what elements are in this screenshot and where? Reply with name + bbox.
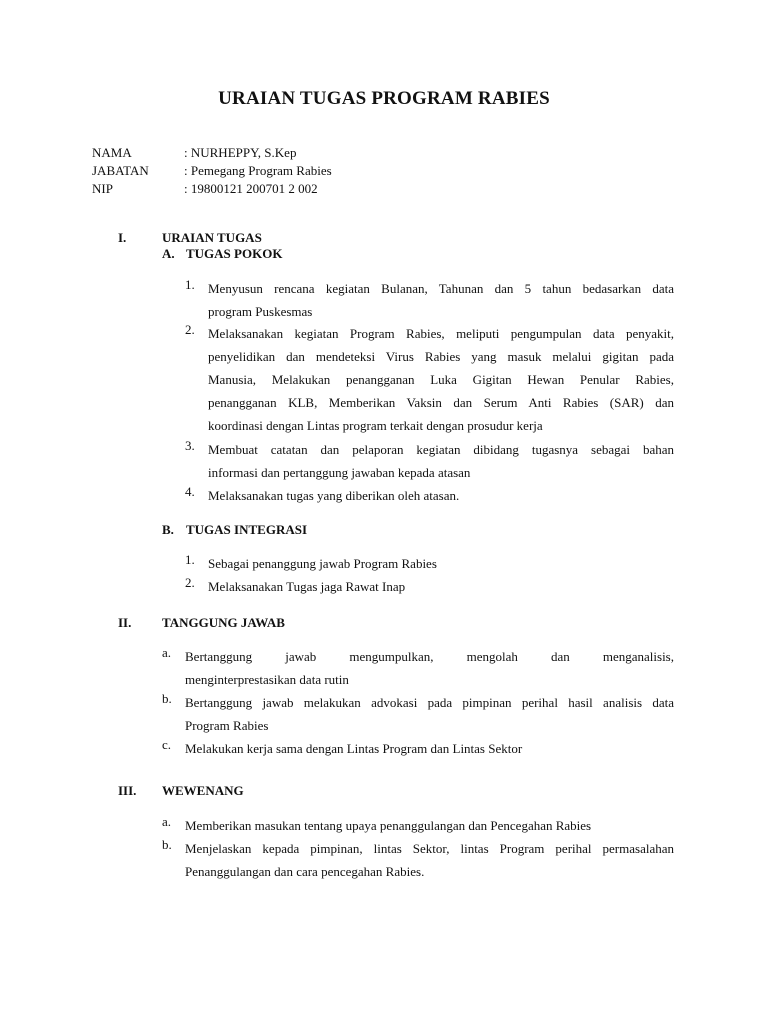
tugas-integrasi-item-1-text <box>208 552 674 575</box>
wewenang-item-a-letter: a. <box>162 814 172 829</box>
section-2-title: TANGGUNG JAWAB <box>162 615 285 630</box>
tugas-pokok-item-1-number: 1. <box>185 277 195 292</box>
wewenang-item-a-text <box>185 814 674 837</box>
text-line: Melaksanakan tugas yang diberikan oleh atasan. <box>208 488 460 503</box>
section-1-number: I. <box>118 230 127 245</box>
identity-label-jabatan: JABATAN <box>92 163 149 178</box>
tanggung-jawab-item-c-letter: c. <box>162 737 172 752</box>
wewenang-item-b-letter: b. <box>162 837 172 852</box>
tugas-integrasi-item-2-number: 2. <box>185 575 195 590</box>
subsection-a-letter: A. <box>162 246 175 261</box>
identity-value-nip: : 19800121 200701 2 002 <box>184 181 318 196</box>
text-line: Memberikan masukan tentang upaya penanggulangan dan Pencegahan Rabies <box>185 818 592 833</box>
text-line: Bertanggung jawab melakukan advokasi pada pimpinan perihal hasil analisis data <box>185 695 674 710</box>
tugas-pokok-item-3-text <box>208 438 674 484</box>
subsection-a-title: TUGAS POKOK <box>186 246 283 261</box>
tugas-pokok-item-4-number: 4. <box>185 484 195 499</box>
text-line: Sebagai penanggung jawab Program Rabies <box>208 556 437 571</box>
tugas-pokok-item-2-text <box>208 322 674 437</box>
text-line: informasi dan pertanggung jawaban kepada atasan <box>208 465 471 480</box>
tugas-pokok-item-3-number: 3. <box>185 438 195 453</box>
wewenang-item-b-text <box>185 837 674 883</box>
text-line: Melakukan kerja sama dengan Lintas Program dan Lintas Sektor <box>185 741 523 756</box>
text-line: Program Rabies <box>185 718 269 733</box>
tugas-pokok-item-4-text <box>208 484 674 507</box>
identity-label-nama: NAMA <box>92 145 132 160</box>
text-line: menginterprestasikan data rutin <box>185 672 349 687</box>
text-line: koordinasi dengan Lintas program terkait dengan prosudur kerja <box>208 418 543 433</box>
section-3-number: III. <box>118 783 137 798</box>
tanggung-jawab-item-c-text <box>185 737 674 760</box>
tugas-integrasi-item-1-number: 1. <box>185 552 195 567</box>
text-line: Membuat catatan dan pelaporan kegiatan dibidang tugasnya sebagai bahan <box>208 442 674 457</box>
text-line: Menjelaskan kepada pimpinan, lintas Sektor, lintas Program perihal permasalahan <box>185 841 674 856</box>
section-3-title: WEWENANG <box>162 783 244 798</box>
tugas-pokok-item-1-text <box>208 277 674 323</box>
identity-value-jabatan: : Pemegang Program Rabies <box>184 163 332 178</box>
section-1-title: URAIAN TUGAS <box>162 230 262 245</box>
tanggung-jawab-item-a-letter: a. <box>162 645 172 660</box>
text-line: penangganan KLB, Memberikan Vaksin dan Serum Anti Rabies (SAR) dan <box>208 395 674 410</box>
text-line: program Puskesmas <box>208 304 313 319</box>
text-line: Manusia, Melakukan penangganan Luka Gigitan Hewan Penular Rabies, <box>208 372 674 387</box>
tanggung-jawab-item-b-letter: b. <box>162 691 172 706</box>
tugas-pokok-item-2-number: 2. <box>185 322 195 337</box>
subsection-b-letter: B. <box>162 522 174 537</box>
text-line: Bertanggung jawab mengumpulkan, mengolah dan menganalisis, <box>185 649 674 664</box>
tanggung-jawab-item-a-text <box>185 645 674 691</box>
text-line: Melaksanakan Tugas jaga Rawat Inap <box>208 579 406 594</box>
section-2-number: II. <box>118 615 132 630</box>
identity-value-nama: : NURHEPPY, S.Kep <box>184 145 297 160</box>
subsection-b-title: TUGAS INTEGRASI <box>186 522 308 537</box>
tanggung-jawab-item-b-text <box>185 691 674 737</box>
identity-label-nip: NIP <box>92 181 113 196</box>
tugas-integrasi-item-2-text <box>208 575 674 598</box>
document-title: URAIAN TUGAS PROGRAM RABIES <box>218 88 550 109</box>
text-line: Penanggulangan dan cara pencegahan Rabies. <box>185 864 425 879</box>
text-line: penyelidikan dan mendeteksi Virus Rabies yang masuk melalui gigitan pada <box>208 349 674 364</box>
text-line: Melaksanakan kegiatan Program Rabies, meliputi pengumpulan data penyakit, <box>208 326 674 341</box>
text-line: Menyusun rencana kegiatan Bulanan, Tahunan dan 5 tahun bedasarkan data <box>208 281 674 296</box>
